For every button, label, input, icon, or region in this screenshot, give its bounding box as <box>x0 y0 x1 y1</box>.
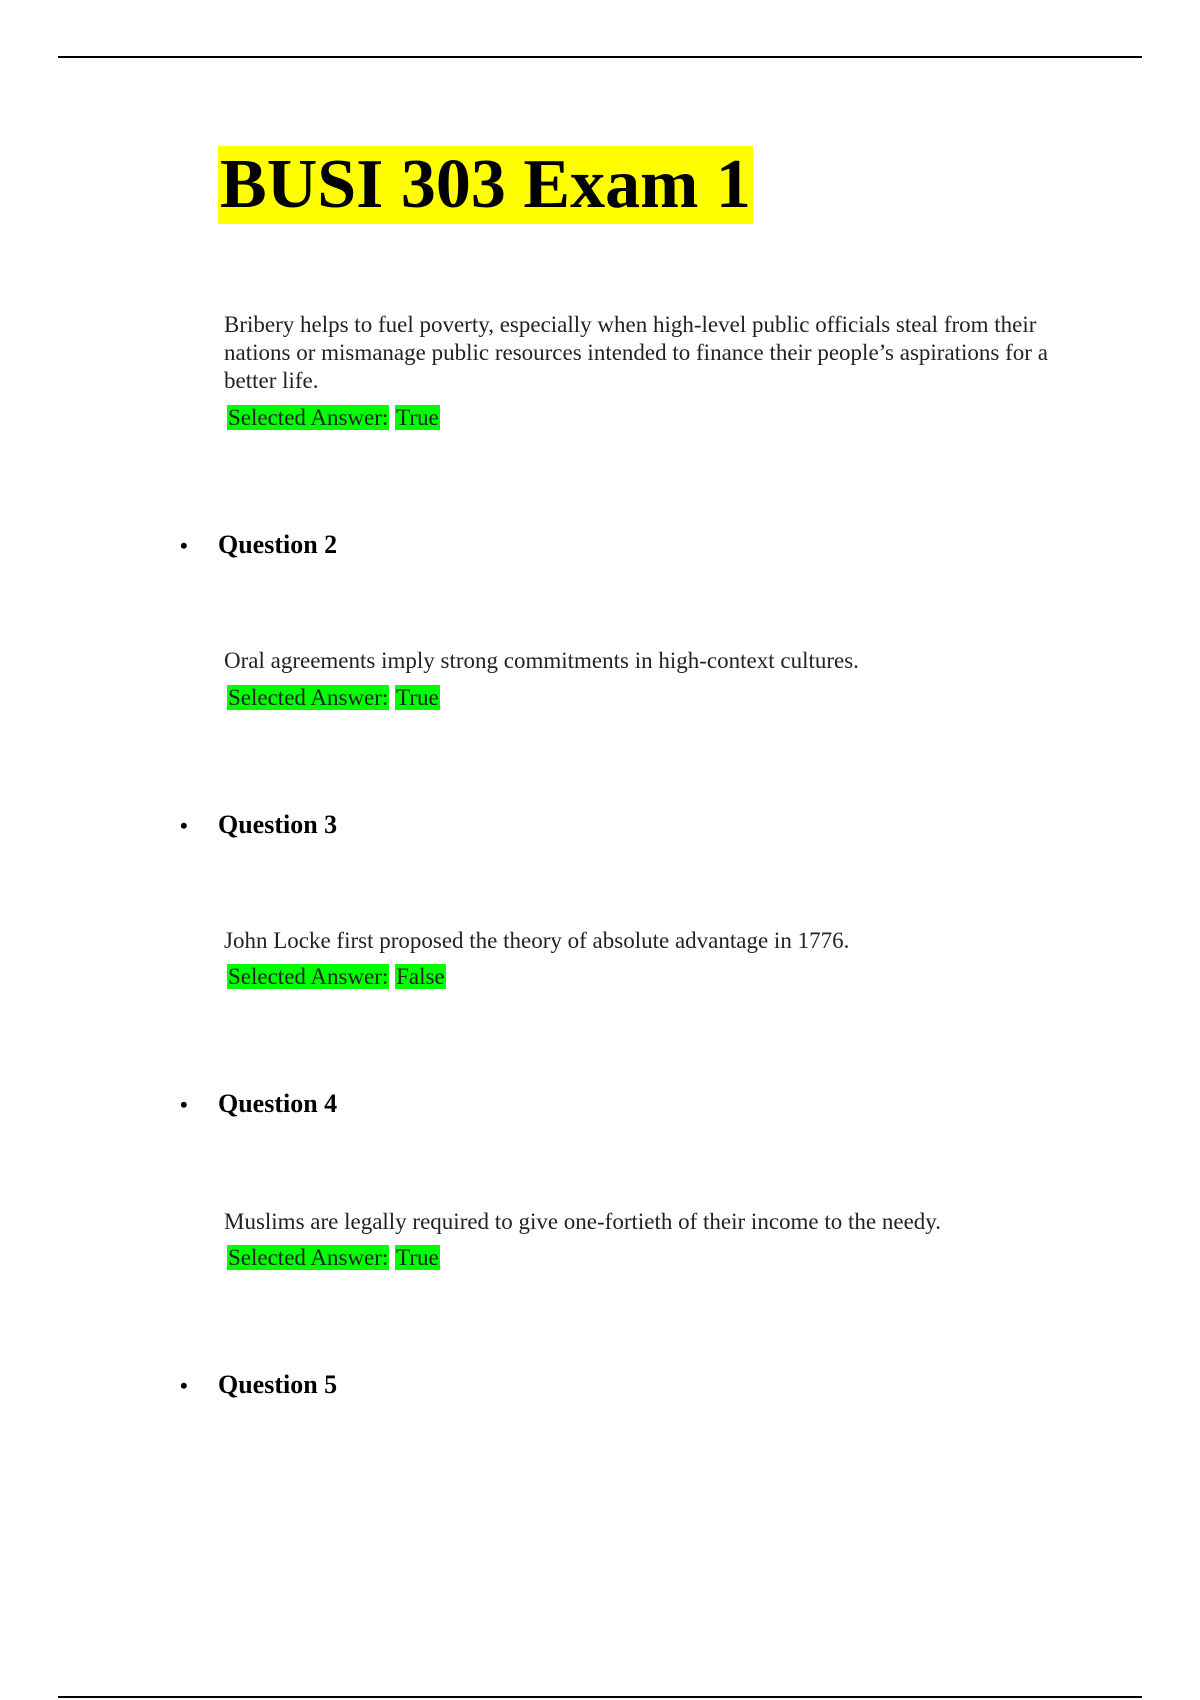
top-rule <box>58 56 1142 58</box>
question-4-heading <box>180 1089 337 1120</box>
bullet: • <box>180 813 188 838</box>
question-3-text: John Locke first proposed the theory of absolute advantage in 1776. <box>224 928 850 953</box>
answer-value: True <box>396 405 439 430</box>
question-heading-label: Question 4 <box>218 1089 338 1118</box>
question-heading-label: Question 5 <box>218 1370 338 1399</box>
bullet: • <box>180 533 188 558</box>
question-4-text: Muslims are legally required to give one-fortieth of their income to the needy. <box>224 1209 942 1234</box>
question-1-text: Bribery helps to fuel poverty, especially when high-level public officials steal from their nations or mismanage public resources intended to finance their people’s aspirations for a better life. <box>224 312 1048 393</box>
bottom-rule <box>58 1696 1142 1698</box>
question-2-answer <box>227 684 440 712</box>
question-heading-label: Question 3 <box>218 810 338 839</box>
bullet: • <box>180 1092 188 1117</box>
answer-label: Selected Answer: <box>228 964 389 989</box>
document-title: BUSI 303 Exam 1 <box>220 146 751 223</box>
question-2-text: Oral agreements imply strong commitments in high-context cultures. <box>224 648 859 673</box>
bullet: • <box>180 1373 188 1398</box>
question-1-answer <box>227 404 440 432</box>
answer-value: False <box>396 964 445 989</box>
answer-label: Selected Answer: <box>228 405 389 430</box>
answer-label: Selected Answer: <box>228 1245 389 1270</box>
question-5-heading <box>180 1370 337 1401</box>
answer-value: True <box>396 1245 439 1270</box>
question-3-heading <box>180 810 337 841</box>
question-heading-label: Question 2 <box>218 530 338 559</box>
question-3-answer <box>227 963 446 991</box>
answer-label: Selected Answer: <box>228 685 389 710</box>
answer-value: True <box>396 685 439 710</box>
question-2-heading <box>180 530 337 561</box>
question-4-answer <box>227 1244 440 1272</box>
